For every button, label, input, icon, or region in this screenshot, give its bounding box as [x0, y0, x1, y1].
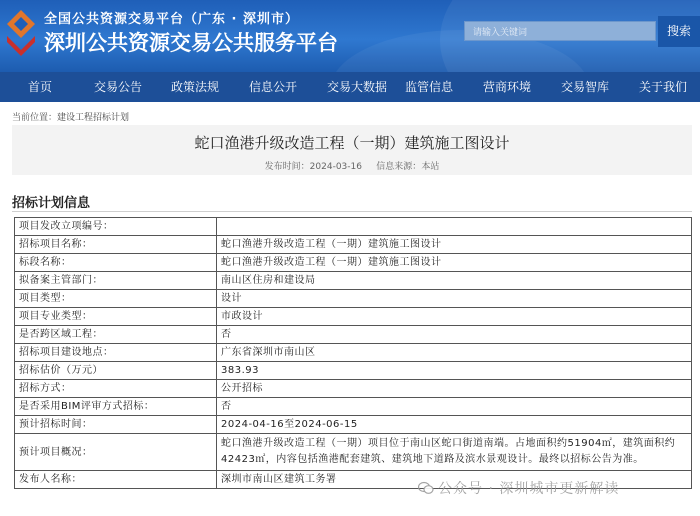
field-value: 广东省深圳市南山区: [217, 344, 692, 362]
page-title: 蛇口渔港升级改造工程（一期）建筑施工图设计: [194, 134, 510, 152]
source-label: 信息来源：: [376, 162, 422, 172]
watermark-text: 公众号 · 深圳城市更新解读: [438, 481, 620, 497]
table-row: [15, 254, 692, 272]
field-value: 南山区住房和建设局: [217, 272, 692, 290]
field-label: 招标项目建设地点：: [15, 344, 217, 362]
field-value: 公开招标: [217, 380, 692, 398]
table-row: [15, 434, 692, 471]
field-label: 是否跨区域工程：: [15, 326, 217, 344]
breadcrumb: [12, 110, 129, 123]
field-value: 深圳市南山区建筑工务署: [217, 471, 692, 489]
field-value: 蛇口渔港升级改造工程（一期）建筑施工图设计: [217, 236, 692, 254]
field-value: 设计: [217, 290, 692, 308]
field-value: 2024-04-16至2024-06-15: [217, 416, 692, 434]
table-row: [15, 416, 692, 434]
publish-date: 2024-03-16: [309, 162, 362, 172]
field-label: 项目类型：: [15, 290, 217, 308]
site-header: [0, 0, 700, 72]
field-label: 招标方式：: [15, 380, 217, 398]
field-value: 蛇口渔港升级改造工程（一期）项目位于南山区蛇口街道南端。占地面积约51904㎡，建筑面积约42423㎡，内容包括渔港配套建筑、建筑地下道路及滨水景观设计。最终以招标公告为准。: [217, 434, 692, 471]
table-row: [15, 236, 692, 254]
table-row: [15, 380, 692, 398]
field-label: 发布人名称：: [15, 471, 217, 489]
field-label: 标段名称：: [15, 254, 217, 272]
field-value: 否: [217, 398, 692, 416]
main-nav: [0, 72, 700, 102]
breadcrumb-current[interactable]: 建设工程招标计划: [57, 113, 130, 123]
field-label: 招标项目名称：: [15, 236, 217, 254]
search-input[interactable]: 请输入关键词: [464, 21, 656, 41]
source-value: 本站: [421, 162, 440, 172]
field-label: 预计招标时间：: [15, 416, 217, 434]
table-row: [15, 326, 692, 344]
publish-label: 发布时间：: [264, 162, 310, 172]
nav-item-about[interactable]: 关于我们: [638, 80, 687, 94]
field-label: 预计项目概况：: [15, 434, 217, 471]
nav-item-home[interactable]: 首页: [27, 80, 52, 94]
nav-item-business-env[interactable]: 营商环境: [482, 80, 531, 94]
field-label: 项目专业类型：: [15, 308, 217, 326]
table-row: [15, 344, 692, 362]
field-label: 招标估价（万元）: [15, 362, 217, 380]
table-row: [15, 218, 692, 236]
site-logo-icon[interactable]: [4, 6, 38, 56]
nav-item-policies[interactable]: 政策法规: [170, 80, 219, 94]
table-row: [15, 290, 692, 308]
breadcrumb-prefix: 当前位置：: [12, 113, 58, 123]
field-value: 否: [217, 326, 692, 344]
nav-item-supervision[interactable]: 监管信息: [404, 80, 453, 94]
field-value: [217, 218, 692, 236]
watermark: [418, 478, 619, 498]
section-title: 招标计划信息: [12, 196, 91, 211]
field-value: 市政设计: [217, 308, 692, 326]
header-subtitle: 全国公共资源交易平台（广东 · 深圳市）: [44, 12, 299, 27]
field-value: 蛇口渔港升级改造工程（一期）建筑施工图设计: [217, 254, 692, 272]
site-title[interactable]: 深圳公共资源交易公共服务平台: [44, 31, 338, 55]
nav-item-big-data[interactable]: 交易大数据: [326, 80, 387, 94]
search-button[interactable]: 搜索: [658, 16, 700, 47]
section-divider: [12, 211, 692, 212]
field-label: 拟备案主管部门：: [15, 272, 217, 290]
table-row: [15, 272, 692, 290]
nav-item-announcements[interactable]: 交易公告: [93, 80, 142, 94]
plan-info-table: [14, 217, 692, 489]
table-row: [15, 362, 692, 380]
field-value: 383.93: [217, 362, 692, 380]
field-label: 是否采用BIM评审方式招标：: [15, 398, 217, 416]
article-header: [12, 125, 692, 175]
article-meta: [12, 159, 692, 172]
table-row: [15, 398, 692, 416]
field-label: 项目发改立项编号：: [15, 218, 217, 236]
nav-item-disclosure[interactable]: 信息公开: [248, 80, 297, 94]
wechat-icon: [418, 481, 434, 495]
table-row: [15, 308, 692, 326]
nav-item-think-tank[interactable]: 交易智库: [560, 80, 609, 94]
